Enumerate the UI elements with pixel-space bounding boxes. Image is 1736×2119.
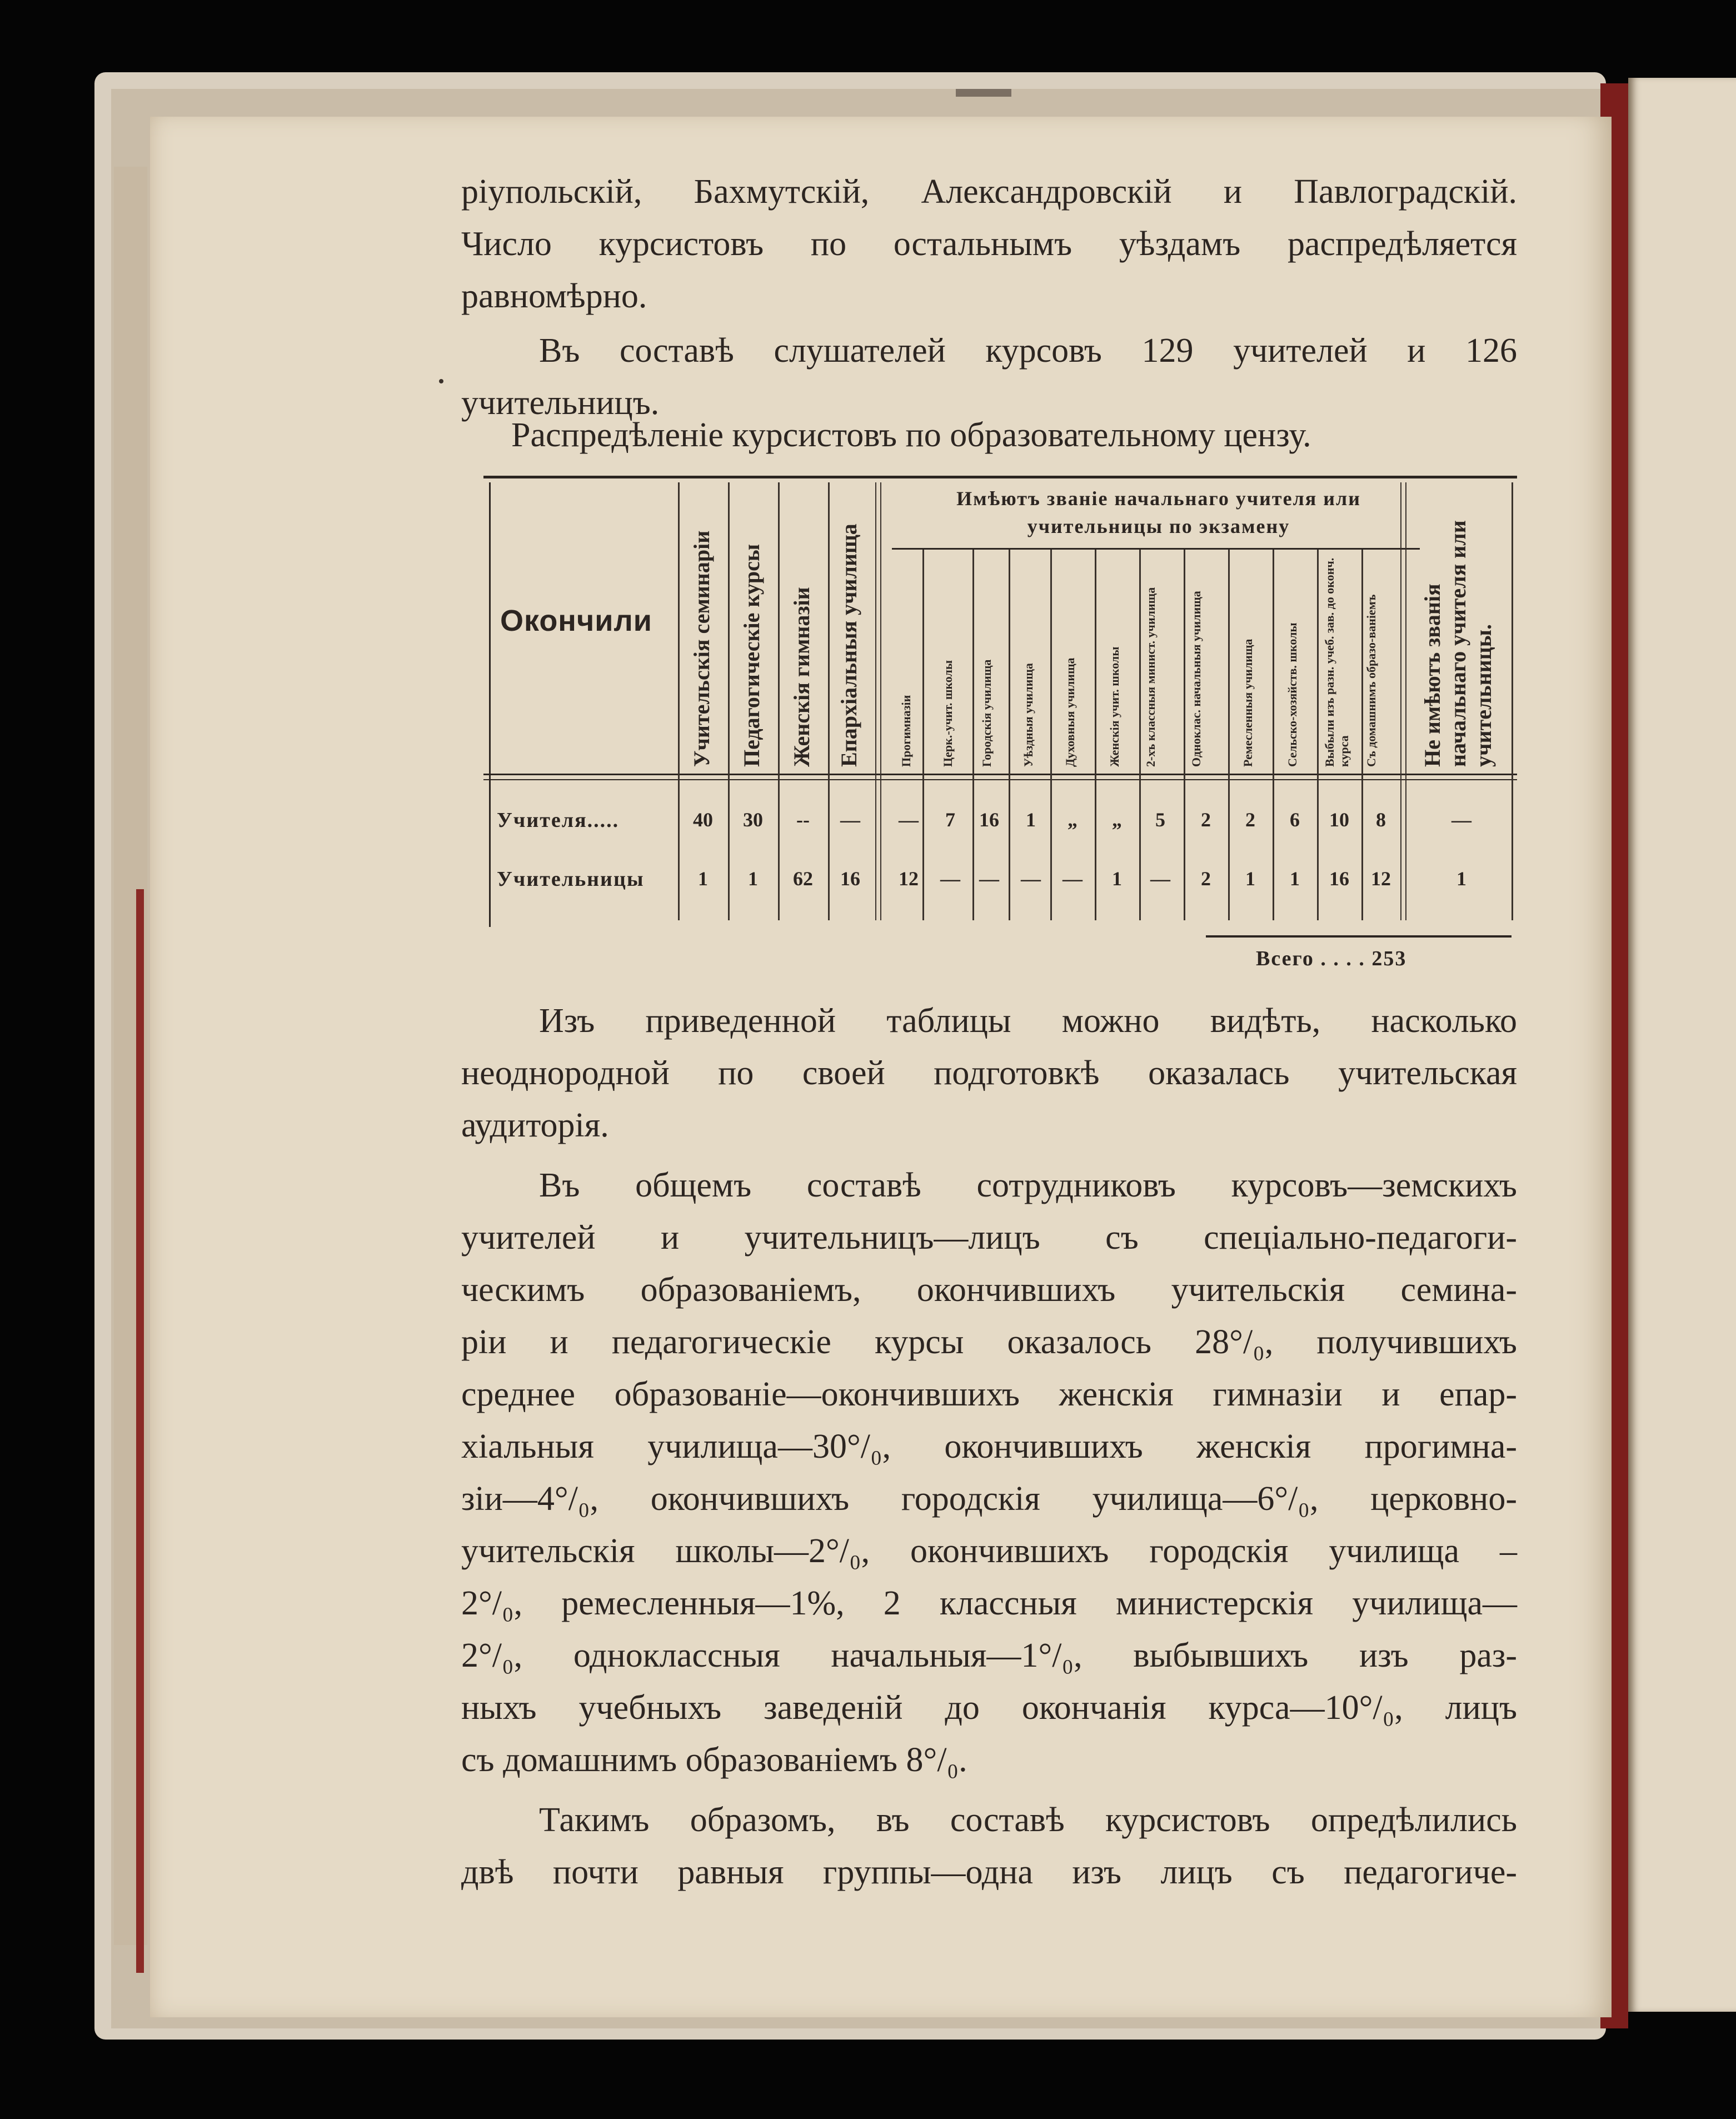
table-cell: „ [1067, 809, 1077, 831]
table-cell: 1 [1456, 867, 1466, 890]
table-total: Всего . . . . 253 [1256, 947, 1407, 970]
table-cell: 1 [1245, 867, 1255, 890]
column-separator [1139, 550, 1141, 920]
column-header: Сельско-хозяйств. школы [1285, 622, 1299, 767]
column-header: Выбыли изъ разн. учеб. зав. до оконч. курса [1323, 557, 1351, 767]
column-separator [828, 482, 830, 920]
column-separator [1184, 550, 1185, 920]
table-cell: „ [1112, 809, 1122, 831]
table-cell: 5 [1155, 809, 1165, 831]
column-header: Ремесленныя училища [1241, 639, 1255, 767]
column-header: Учительскія семинаріи [689, 530, 714, 767]
text-line: ческимъ образованіемъ, окончившихъ учительскія семина- [461, 1271, 1517, 1309]
column-header: 2-хъ классныя минист. училища [1144, 587, 1158, 767]
table-cell: 62 [793, 867, 813, 890]
text-line: аудиторія. [461, 1106, 609, 1144]
text-line: Такимъ образомъ, въ составѣ курсистовъ опредѣлились [539, 1801, 1517, 1839]
text-line: Въ общемъ составѣ сотрудниковъ курсовъ—земскихъ [539, 1166, 1517, 1204]
text-line: 2°/₀, ремесленныя—1%, 2 классныя министерскія училища— [461, 1584, 1517, 1622]
table-cell: 12 [899, 867, 919, 890]
text-line: учительскія школы—2°/₀, окончившихъ городскія училища – [461, 1532, 1517, 1570]
column-separator [1228, 550, 1230, 920]
column-separator [1273, 550, 1274, 920]
column-header: Одноклас. начальныя училища [1189, 591, 1203, 767]
table-cell: — [979, 867, 999, 890]
text-line: 2°/₀, одноклассныя начальныя—1°/₀, выбывшихъ изъ раз- [461, 1637, 1517, 1674]
table-cell: 40 [693, 809, 713, 831]
table-cell: — [899, 809, 919, 831]
text-line: зіи—4°/₀, окончившихъ городскія училища—6°/₀, церковно- [461, 1480, 1517, 1518]
table-cell: 16 [840, 867, 860, 890]
group-header: Имѣютъ званіе начальнаго учителя или [956, 487, 1361, 510]
table-cell: 16 [1329, 867, 1349, 890]
group-header: учительницы по экзамену [1027, 515, 1290, 537]
table-cell: 16 [979, 809, 999, 831]
ink-dot [439, 379, 443, 383]
red-edge-mark [136, 889, 144, 1973]
table-caption: Распредѣленіе курсистовъ по образовательному цензу. [511, 416, 1311, 454]
text-line: Число курсистовъ по остальнымъ уѣздамъ распредѣляется [461, 225, 1517, 263]
table-cell: — [940, 867, 960, 890]
table-cell: 7 [945, 809, 955, 831]
table-cell: 30 [743, 809, 763, 831]
table-cell: 1 [1026, 809, 1036, 831]
table-cell: — [1062, 867, 1082, 890]
table-cell: 1 [1112, 867, 1122, 890]
column-header: Церк.-учит. школы [941, 660, 955, 767]
text-line: ріупольскій, Бахмутскій, Александровскій и Павлоградскій. [461, 173, 1517, 211]
column-separator [1050, 550, 1052, 920]
column-separator [1095, 550, 1096, 920]
column-separator [1361, 550, 1363, 920]
text-line: Въ составѣ слушателей курсовъ 129 учителей и 126 [539, 332, 1517, 370]
table-cell: 8 [1376, 809, 1386, 831]
table-cell: 10 [1329, 809, 1349, 831]
table-cell: 2 [1201, 867, 1211, 890]
text-line: Изъ приведенной таблицы можно видѣть, насколько [539, 1002, 1517, 1040]
text-line: неоднородной по своей подготовкѣ оказалась учительская [461, 1054, 1517, 1092]
table-cell: 1 [698, 867, 708, 890]
column-header: Городскія училища [980, 659, 994, 767]
table-cell: — [1021, 867, 1041, 890]
column-separator [678, 482, 680, 920]
column-separator [875, 482, 881, 920]
column-header: Прогимназіи [899, 695, 913, 767]
total-rule [1206, 935, 1511, 938]
table-cell: — [1150, 867, 1170, 890]
table-cell: 2 [1201, 809, 1211, 831]
column-separator [1317, 550, 1319, 920]
table-cell: -- [796, 809, 810, 831]
column-header: Педагогическіе курсы [739, 544, 764, 767]
facing-page [1628, 78, 1736, 2012]
column-header: Съ домашнимъ образо-ваніемъ [1364, 594, 1378, 767]
table-cell: 1 [1290, 867, 1300, 890]
column-separator [778, 482, 780, 920]
row-header: Окончили [500, 604, 652, 637]
column-separator [972, 550, 974, 920]
text-line: двѣ почти равныя группы—одна изъ лицъ съ педагогиче- [461, 1853, 1517, 1891]
column-header: Уѣздныя училища [1021, 663, 1035, 767]
census-table [483, 476, 1506, 970]
column-separator [1511, 482, 1513, 920]
column-separator [922, 550, 924, 920]
column-header: Женскія учит. школы [1108, 646, 1121, 767]
text-line: среднее образованіе—окончившихъ женскія гимназіи и епар- [461, 1375, 1517, 1413]
table-cell: — [840, 809, 860, 831]
page-number-cropped [956, 89, 1011, 97]
text-line: ріи и педагогическіе курсы оказалось 28°/₀, получившихъ [461, 1323, 1517, 1361]
table-cell: 1 [748, 867, 758, 890]
text-line: съ домашнимъ образованіемъ 8°/₀. [461, 1741, 967, 1779]
table-cell: 12 [1371, 867, 1391, 890]
row-label-teachers: Учителя..... [497, 809, 620, 832]
text-line: учителей и учительницъ—лицъ съ спеціально-педагоги- [461, 1219, 1517, 1257]
column-header: Епархіальныя училища [836, 523, 861, 767]
text-line: равномѣрно. [461, 277, 647, 315]
column-header: Духовныя училища [1063, 657, 1077, 767]
text-line: учительницъ. [461, 384, 660, 422]
column-separator [1009, 550, 1010, 920]
column-header: Женскія гимназіи [789, 587, 814, 767]
column-separator [1400, 482, 1406, 920]
column-header: Не имѣютъ званія начальнаго учителя или учительницы. [1420, 520, 1496, 767]
table-cell: 2 [1245, 809, 1255, 831]
table-cell: 6 [1290, 809, 1300, 831]
text-line: хіальныя училища—30°/₀, окончившихъ женскія прогимна- [461, 1428, 1517, 1465]
row-label-female-teachers: Учительницы [497, 867, 645, 891]
table-cell: — [1451, 809, 1471, 831]
text-line: ныхъ учебныхъ заведеній до окончанія курса—10°/₀, лицъ [461, 1689, 1517, 1727]
column-separator [728, 482, 730, 920]
